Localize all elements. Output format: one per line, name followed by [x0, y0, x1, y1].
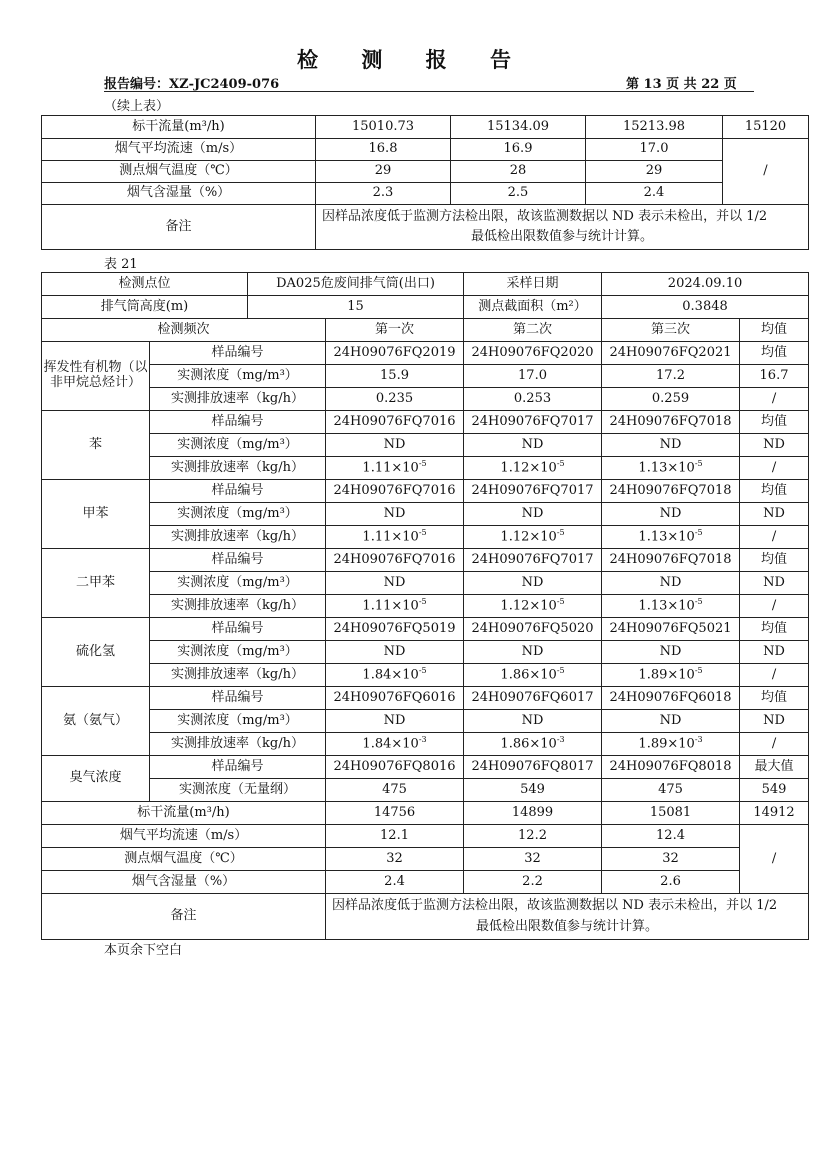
table-row: [42, 549, 809, 572]
cell-value: 2.4: [326, 871, 464, 894]
cell-value: 0.259: [602, 388, 740, 411]
cell-value: 32: [326, 848, 464, 871]
sample-id: 24H09076FQ2020: [464, 342, 602, 365]
cell-value: $1.89\times 10^{-5}$: [602, 664, 740, 687]
table-row: [42, 161, 809, 183]
cell-value: ND: [464, 434, 602, 457]
table-row: [42, 319, 809, 342]
row-label: 测点烟气温度（℃）: [42, 848, 326, 871]
table-caption: 表 21: [104, 257, 138, 272]
conc-label: 实测浓度（mg/m³）: [150, 365, 326, 388]
cell-value: ND: [602, 641, 740, 664]
conc-label: 实测浓度（无量纲）: [150, 779, 326, 802]
group-name: 氨（氨气）: [42, 687, 150, 756]
cell-value: $1.12\times 10^{-5}$: [464, 526, 602, 549]
remark-line: 最低检出限数值参与统计计算。: [476, 918, 659, 934]
cell-value: ND: [326, 503, 464, 526]
table-row: [42, 296, 809, 319]
cell-average: ND: [740, 503, 809, 526]
cell-value: ND: [602, 710, 740, 733]
table-row: [42, 572, 809, 595]
cell-value: 2.6: [602, 871, 740, 894]
cell-value: 17.0: [586, 139, 723, 161]
remark-label: 备注: [42, 894, 326, 940]
group-name: 二甲苯: [42, 549, 150, 618]
row-label: 标干流量(m³/h): [42, 802, 326, 825]
footer-note: 本页余下空白: [104, 943, 183, 958]
cell-value: ND: [602, 434, 740, 457]
header-rule: [104, 91, 754, 92]
cell-value: $1.13\times 10^{-5}$: [602, 595, 740, 618]
cell-value: 0.253: [464, 388, 602, 411]
sample-label: 样品编号: [150, 480, 326, 503]
cell-value: 16.8: [316, 139, 451, 161]
cell-value: ND: [464, 641, 602, 664]
row-label: 烟气含湿量（%）: [42, 183, 316, 205]
cell-value: 0.235: [326, 388, 464, 411]
cell-value: $1.13\times 10^{-5}$: [602, 457, 740, 480]
stat-label: 均值: [740, 342, 809, 365]
table-row: [42, 183, 809, 205]
conc-label: 实测浓度（mg/m³）: [150, 641, 326, 664]
table-row: [42, 365, 809, 388]
cell-average: 14912: [740, 802, 809, 825]
height-label: 排气筒高度(m): [42, 296, 248, 319]
stat-label: 均值: [740, 411, 809, 434]
col-header: 第一次: [326, 319, 464, 342]
col-header: 均值: [740, 319, 809, 342]
col-header: 第二次: [464, 319, 602, 342]
table-row: [42, 848, 809, 871]
cell-value: 29: [586, 161, 723, 183]
group-name: 臭气浓度: [42, 756, 150, 802]
page-indicator: 第 13 页 共 22 页: [626, 77, 737, 92]
date-label: 采样日期: [464, 273, 602, 296]
cell-value: ND: [326, 641, 464, 664]
remark-text: [316, 205, 809, 250]
cell-value: 17.0: [464, 365, 602, 388]
table-row: [42, 388, 809, 411]
point-label: 检测点位: [42, 273, 248, 296]
table-row: [42, 894, 809, 940]
cell-average: ND: [740, 572, 809, 595]
stat-label: 最大值: [740, 756, 809, 779]
cell-value: $1.89\times 10^{-3}$: [602, 733, 740, 756]
row-label: 烟气平均流速（m/s）: [42, 825, 326, 848]
cell-average: /: [740, 595, 809, 618]
table-row: [42, 618, 809, 641]
table-row: [42, 526, 809, 549]
sample-id: 24H09076FQ7018: [602, 480, 740, 503]
cell-value: $1.12\times 10^{-5}$: [464, 595, 602, 618]
cell-average: /: [740, 526, 809, 549]
remark-label: 备注: [42, 205, 316, 250]
cell-average: /: [740, 457, 809, 480]
stat-label: 均值: [740, 687, 809, 710]
cell-value: 549: [464, 779, 602, 802]
cell-value: 14899: [464, 802, 602, 825]
cell-value: 2.3: [316, 183, 451, 205]
table-row: [42, 411, 809, 434]
report-number: 报告编号：XZ-JC2409-076: [104, 77, 280, 92]
table-row: [42, 664, 809, 687]
cell-value: 16.9: [451, 139, 586, 161]
cell-value: 29: [316, 161, 451, 183]
cell-value: 32: [602, 848, 740, 871]
cell-value: ND: [326, 710, 464, 733]
table-row: [42, 687, 809, 710]
group-name: 硫化氢: [42, 618, 150, 687]
area-label: 测点截面积（m²）: [464, 296, 602, 319]
stat-label: 均值: [740, 480, 809, 503]
table-row: [42, 342, 809, 365]
sample-id: 24H09076FQ6016: [326, 687, 464, 710]
group-name: 挥发性有机物（以非甲烷总烃计）: [42, 342, 150, 411]
rate-label: 实测排放速率（kg/h）: [150, 733, 326, 756]
sample-id: 24H09076FQ7016: [326, 549, 464, 572]
cell-value: 2.4: [586, 183, 723, 205]
frequency-label: 检测频次: [42, 319, 326, 342]
cell-value: $1.12\times 10^{-5}$: [464, 457, 602, 480]
cell-average: /: [723, 139, 809, 205]
table-row: [42, 139, 809, 161]
cell-value: 15.9: [326, 365, 464, 388]
cell-value: $1.86\times 10^{-3}$: [464, 733, 602, 756]
rate-label: 实测排放速率（kg/h）: [150, 457, 326, 480]
col-header: 第三次: [602, 319, 740, 342]
sample-id: 24H09076FQ7018: [602, 411, 740, 434]
sample-label: 样品编号: [150, 618, 326, 641]
area-value: 0.3848: [602, 296, 809, 319]
cell-value: ND: [602, 572, 740, 595]
table-row: [42, 205, 809, 250]
sample-id: 24H09076FQ7016: [326, 411, 464, 434]
continued-table: [41, 115, 809, 250]
table-row: [42, 779, 809, 802]
table-row: [42, 825, 809, 848]
cell-value: 475: [602, 779, 740, 802]
group-name: 苯: [42, 411, 150, 480]
remark-line: 因样品浓度低于监测方法检出限，故该监测数据以 ND 表示未检出，并以 1/2: [332, 898, 778, 914]
remark-text: [326, 894, 809, 940]
row-label: 烟气含湿量（%）: [42, 871, 326, 894]
cell-value: 15010.73: [316, 116, 451, 139]
cell-value: $1.84\times 10^{-5}$: [326, 664, 464, 687]
table-row: [42, 273, 809, 296]
sample-id: 24H09076FQ7016: [326, 480, 464, 503]
cell-value: 12.4: [602, 825, 740, 848]
cell-value: ND: [602, 503, 740, 526]
group-name: 甲苯: [42, 480, 150, 549]
cell-average: /: [740, 733, 809, 756]
sample-id: 24H09076FQ7017: [464, 480, 602, 503]
sample-label: 样品编号: [150, 342, 326, 365]
sample-id: 24H09076FQ6017: [464, 687, 602, 710]
conc-label: 实测浓度（mg/m³）: [150, 710, 326, 733]
table-row: [42, 871, 809, 894]
cell-average: ND: [740, 710, 809, 733]
table-21: [41, 272, 809, 940]
sample-id: 24H09076FQ2021: [602, 342, 740, 365]
table-row: [42, 503, 809, 526]
table-row: [42, 434, 809, 457]
sample-label: 样品编号: [150, 756, 326, 779]
sample-id: 24H09076FQ6018: [602, 687, 740, 710]
conc-label: 实测浓度（mg/m³）: [150, 434, 326, 457]
cell-average: /: [740, 664, 809, 687]
remark-line: 最低检出限数值参与统计计算。: [470, 229, 653, 245]
cell-value: $1.11\times 10^{-5}$: [326, 595, 464, 618]
sample-id: 24H09076FQ5019: [326, 618, 464, 641]
rate-label: 实测排放速率（kg/h）: [150, 526, 326, 549]
report-title: 检 测 报 告: [297, 47, 529, 72]
sample-id: 24H09076FQ7018: [602, 549, 740, 572]
rate-label: 实测排放速率（kg/h）: [150, 664, 326, 687]
stat-label: 均值: [740, 549, 809, 572]
sample-label: 样品编号: [150, 687, 326, 710]
point-value: DA025危废间排气筒(出口): [248, 273, 464, 296]
table-row: [42, 710, 809, 733]
remark-line: 因样品浓度低于监测方法检出限，故该监测数据以 ND 表示未检出，并以 1/2: [322, 209, 768, 224]
table-row: [42, 116, 809, 139]
continued-label: （续上表）: [104, 99, 170, 114]
cell-max: 549: [740, 779, 809, 802]
cell-value: $1.84\times 10^{-3}$: [326, 733, 464, 756]
cell-value: 14756: [326, 802, 464, 825]
sample-id: 24H09076FQ2019: [326, 342, 464, 365]
table-row: [42, 480, 809, 503]
height-value: 15: [248, 296, 464, 319]
date-value: 2024.09.10: [602, 273, 809, 296]
row-label: 烟气平均流速（m/s）: [42, 139, 316, 161]
row-label: 测点烟气温度（℃）: [42, 161, 316, 183]
cell-value: 2.2: [464, 871, 602, 894]
cell-value: ND: [464, 503, 602, 526]
cell-value: ND: [464, 572, 602, 595]
table-row: [42, 756, 809, 779]
cell-value: $1.13\times 10^{-5}$: [602, 526, 740, 549]
sample-id: 24H09076FQ8016: [326, 756, 464, 779]
sample-id: 24H09076FQ7017: [464, 549, 602, 572]
table-row: [42, 733, 809, 756]
cell-value: 15213.98: [586, 116, 723, 139]
cell-average: ND: [740, 434, 809, 457]
conc-label: 实测浓度（mg/m³）: [150, 572, 326, 595]
cell-value: 32: [464, 848, 602, 871]
cell-average: 15120: [723, 116, 809, 139]
cell-value: 15081: [602, 802, 740, 825]
cell-value: ND: [326, 572, 464, 595]
cell-value: 12.2: [464, 825, 602, 848]
cell-value: 2.5: [451, 183, 586, 205]
cell-value: $1.86\times 10^{-5}$: [464, 664, 602, 687]
table-row: [42, 595, 809, 618]
cell-value: $1.11\times 10^{-5}$: [326, 457, 464, 480]
cell-value: 15134.09: [451, 116, 586, 139]
sample-label: 样品编号: [150, 411, 326, 434]
cell-average: /: [740, 388, 809, 411]
cell-value: 28: [451, 161, 586, 183]
rate-label: 实测排放速率（kg/h）: [150, 388, 326, 411]
cell-value: $1.11\times 10^{-5}$: [326, 526, 464, 549]
rate-label: 实测排放速率（kg/h）: [150, 595, 326, 618]
cell-average: /: [740, 825, 809, 894]
conc-label: 实测浓度（mg/m³）: [150, 503, 326, 526]
sample-id: 24H09076FQ8018: [602, 756, 740, 779]
sample-id: 24H09076FQ8017: [464, 756, 602, 779]
cell-value: ND: [326, 434, 464, 457]
cell-average: 16.7: [740, 365, 809, 388]
table-row: [42, 802, 809, 825]
sample-label: 样品编号: [150, 549, 326, 572]
sample-id: 24H09076FQ7017: [464, 411, 602, 434]
sample-id: 24H09076FQ5021: [602, 618, 740, 641]
stat-label: 均值: [740, 618, 809, 641]
cell-value: 12.1: [326, 825, 464, 848]
cell-average: ND: [740, 641, 809, 664]
cell-value: 475: [326, 779, 464, 802]
row-label: 标干流量(m³/h): [42, 116, 316, 139]
cell-value: ND: [464, 710, 602, 733]
table-row: [42, 457, 809, 480]
table-row: [42, 641, 809, 664]
cell-value: 17.2: [602, 365, 740, 388]
sample-id: 24H09076FQ5020: [464, 618, 602, 641]
